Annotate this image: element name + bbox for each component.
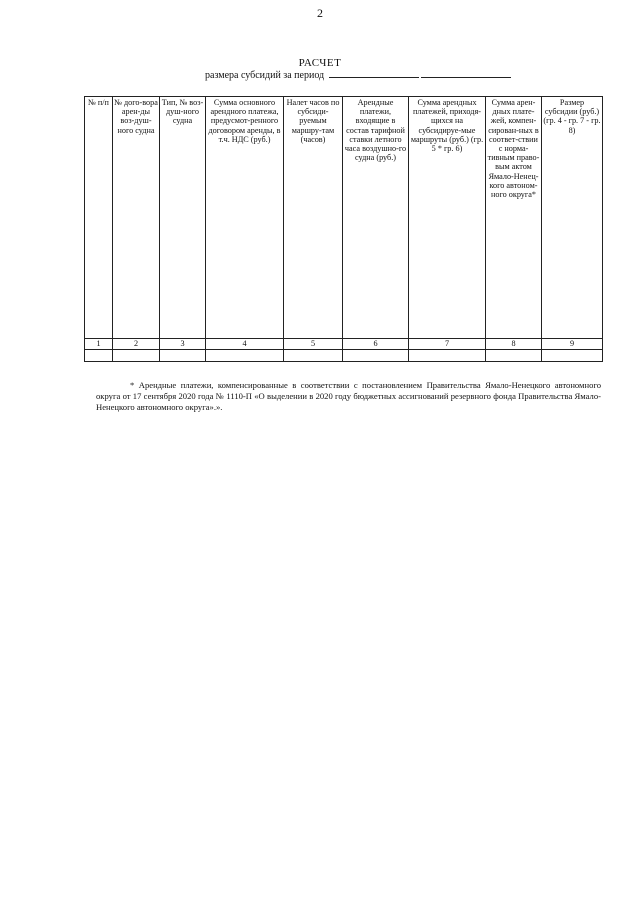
column-number-cell: 5 — [284, 339, 343, 350]
header-cell: Налет часов по субсиди-руемым маршру-там (часов) — [284, 97, 343, 339]
header-cell: Сумма арендных платежей, приходя-щихся на субсидируе-мые маршруты (руб.) (гр. 5 * гр. 6) — [409, 97, 486, 339]
column-number-cell: 8 — [486, 339, 542, 350]
period-blank-field-end — [421, 68, 511, 78]
document-subtitle — [205, 68, 511, 81]
column-number-cell: 1 — [85, 339, 113, 350]
empty-cell — [160, 350, 206, 362]
document-title: РАСЧЕТ — [298, 57, 342, 69]
table-row — [85, 350, 603, 362]
header-cell: № дого-вора арен-ды воз-душ-ного судна — [113, 97, 160, 339]
period-blank-field-start — [329, 68, 419, 78]
empty-cell — [343, 350, 409, 362]
column-number-cell: 9 — [542, 339, 603, 350]
header-cell: Сумма основного арендного платежа, предусмот-ренного договором аренды, в т.ч. НДС (руб.) — [206, 97, 284, 339]
empty-cell — [409, 350, 486, 362]
header-cell: № п/п — [85, 97, 113, 339]
footnote-text: * Арендные платежи, компенсированные в соответствии с постановлением Правительства Ямало-Ненецкого автономного округа от 17 сентября 2020 года № 1110-П «О выделении в 2020 году бюджетных ассигнований резервного фонда Правительства Ямало-Ненецкого автономного округа».». — [96, 380, 601, 412]
header-cell: Арендные платежи, входящие в состав тарифной ставки летного часа воздушно-го судна (руб.) — [343, 97, 409, 339]
empty-cell — [206, 350, 284, 362]
column-number-cell: 7 — [409, 339, 486, 350]
header-cell: Размер субсидии (руб.) (гр. 4 - гр. 7 - гр. 8) — [542, 97, 603, 339]
column-number-cell: 2 — [113, 339, 160, 350]
table-header-row — [85, 97, 603, 339]
subsidy-calculation-table — [84, 96, 603, 362]
page-number: 2 — [317, 6, 323, 20]
empty-cell — [113, 350, 160, 362]
column-number-cell: 6 — [343, 339, 409, 350]
column-number-cell: 3 — [160, 339, 206, 350]
column-number-row — [85, 339, 603, 350]
empty-cell — [284, 350, 343, 362]
empty-cell — [542, 350, 603, 362]
header-cell: Сумма арен-дных плате-жей, компен-сирован-ных в соответ-ствии с норма-тивным право-вым актом Ямало-Ненец-кого автоном-ного округа* — [486, 97, 542, 339]
empty-cell — [85, 350, 113, 362]
column-number-cell: 4 — [206, 339, 284, 350]
header-cell: Тип, № воз-душ-ного судна — [160, 97, 206, 339]
empty-cell — [486, 350, 542, 362]
footnote — [96, 380, 601, 413]
subtitle-text: размера субсидий за период — [205, 70, 325, 81]
